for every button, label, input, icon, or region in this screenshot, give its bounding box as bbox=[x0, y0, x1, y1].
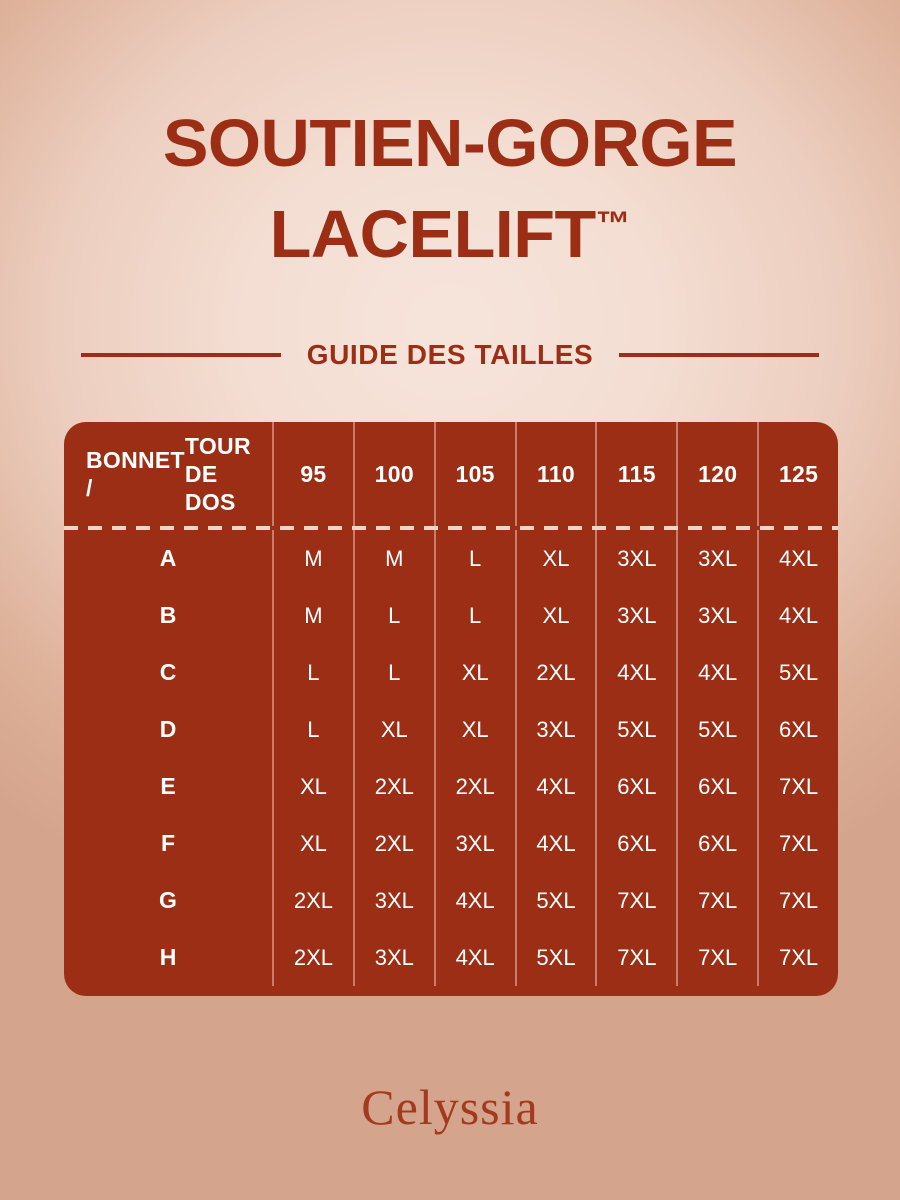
table-cell-B-105: L bbox=[434, 587, 515, 644]
trademark-symbol: ™ bbox=[595, 205, 631, 243]
table-row-label-E: E bbox=[160, 773, 176, 799]
table-cell-G-105: 4XL bbox=[434, 872, 515, 929]
table-cell-D-100: XL bbox=[353, 701, 434, 758]
table-cell-H-115: 7XL bbox=[595, 929, 676, 986]
table-header-col-95: 95 bbox=[272, 422, 353, 526]
table-cell-A-125: 4XL bbox=[757, 530, 838, 587]
table-cell-A-100: M bbox=[353, 530, 434, 587]
table-cell-H-110: 5XL bbox=[515, 929, 596, 986]
decorative-rule-left bbox=[81, 353, 281, 357]
table-cell-G-115: 7XL bbox=[595, 872, 676, 929]
brand-logo: Celyssia bbox=[361, 1079, 539, 1135]
table-header-col-120: 120 bbox=[676, 422, 757, 526]
table-header-col-115: 115 bbox=[595, 422, 676, 526]
table-cell-F-120: 6XL bbox=[676, 815, 757, 872]
table-cell-D-110: 3XL bbox=[515, 701, 596, 758]
subtitle-block bbox=[0, 339, 900, 371]
table-row-label-F: F bbox=[160, 830, 176, 856]
table-header-row bbox=[64, 422, 838, 526]
table-cell-F-105: 3XL bbox=[434, 815, 515, 872]
table-cell-H-100: 3XL bbox=[353, 929, 434, 986]
title-line-2 bbox=[0, 184, 900, 275]
table-cell-D-105: XL bbox=[434, 701, 515, 758]
table-cell-G-125: 7XL bbox=[757, 872, 838, 929]
table-cell-E-95: XL bbox=[272, 758, 353, 815]
table-cell-F-95: XL bbox=[272, 815, 353, 872]
title-product-name: LACELIFT bbox=[269, 197, 596, 272]
table-cell-A-110: XL bbox=[515, 530, 596, 587]
table-cell-E-125: 7XL bbox=[757, 758, 838, 815]
table-cell-D-120: 5XL bbox=[676, 701, 757, 758]
table-cell-B-110: XL bbox=[515, 587, 596, 644]
table-cell-C-110: 2XL bbox=[515, 644, 596, 701]
table-cell-D-115: 5XL bbox=[595, 701, 676, 758]
table-row bbox=[64, 929, 838, 986]
table-row-label-G: G bbox=[159, 887, 177, 913]
table-cell-B-100: L bbox=[353, 587, 434, 644]
table-header-col-105: 105 bbox=[434, 422, 515, 526]
table-header-col-100: 100 bbox=[353, 422, 434, 526]
table-cell-G-120: 7XL bbox=[676, 872, 757, 929]
table-cell-E-110: 4XL bbox=[515, 758, 596, 815]
table-cell-H-95: 2XL bbox=[272, 929, 353, 986]
page-title bbox=[0, 0, 900, 275]
table-cell-G-110: 5XL bbox=[515, 872, 596, 929]
table-header-row-label bbox=[64, 422, 272, 526]
table-cell-B-95: M bbox=[272, 587, 353, 644]
table-cell-H-120: 7XL bbox=[676, 929, 757, 986]
table-cell-D-95: L bbox=[272, 701, 353, 758]
table-cell-C-115: 4XL bbox=[595, 644, 676, 701]
table-cell-A-105: L bbox=[434, 530, 515, 587]
table-cell-H-105: 4XL bbox=[434, 929, 515, 986]
table-row bbox=[64, 587, 838, 644]
table-cell-C-120: 4XL bbox=[676, 644, 757, 701]
table-body bbox=[64, 530, 838, 996]
table-cell-C-95: L bbox=[272, 644, 353, 701]
table-row-label-C: C bbox=[159, 659, 177, 685]
table-cell-F-115: 6XL bbox=[595, 815, 676, 872]
table-row bbox=[64, 701, 838, 758]
table-cell-C-105: XL bbox=[434, 644, 515, 701]
table-cell-C-125: 5XL bbox=[757, 644, 838, 701]
table-cell-F-110: 4XL bbox=[515, 815, 596, 872]
table-cell-A-95: M bbox=[272, 530, 353, 587]
size-chart-table bbox=[64, 422, 838, 996]
table-cell-B-125: 4XL bbox=[757, 587, 838, 644]
table-cell-B-120: 3XL bbox=[676, 587, 757, 644]
table-row-label-H: H bbox=[159, 944, 177, 970]
subtitle-label: GUIDE DES TAILLES bbox=[306, 339, 594, 370]
table-cell-H-125: 7XL bbox=[757, 929, 838, 986]
table-row bbox=[64, 872, 838, 929]
table-cell-G-95: 2XL bbox=[272, 872, 353, 929]
table-cell-B-115: 3XL bbox=[595, 587, 676, 644]
table-cell-D-125: 6XL bbox=[757, 701, 838, 758]
table-cell-G-100: 3XL bbox=[353, 872, 434, 929]
table-row bbox=[64, 530, 838, 587]
table-row bbox=[64, 758, 838, 815]
table-header-col-110: 110 bbox=[515, 422, 596, 526]
decorative-rule-right bbox=[619, 353, 819, 357]
table-cell-A-115: 3XL bbox=[595, 530, 676, 587]
table-cell-E-120: 6XL bbox=[676, 758, 757, 815]
title-line-1: SOUTIEN-GORGE bbox=[162, 106, 738, 181]
table-header-row-label-line-2: TOUR DE DOS bbox=[184, 433, 251, 515]
table-header-row-label-line-1: BONNET / bbox=[86, 447, 185, 501]
table-cell-E-105: 2XL bbox=[434, 758, 515, 815]
table-cell-F-125: 7XL bbox=[757, 815, 838, 872]
table-row bbox=[64, 644, 838, 701]
table-cell-A-120: 3XL bbox=[676, 530, 757, 587]
table-row-label-D: D bbox=[159, 716, 177, 742]
table-cell-F-100: 2XL bbox=[353, 815, 434, 872]
table-cell-E-100: 2XL bbox=[353, 758, 434, 815]
table-row-label-A: A bbox=[159, 545, 177, 571]
table-cell-E-115: 6XL bbox=[595, 758, 676, 815]
table-row bbox=[64, 815, 838, 872]
table-header-col-125: 125 bbox=[757, 422, 838, 526]
table-row-label-B: B bbox=[159, 602, 177, 628]
table-cell-C-100: L bbox=[353, 644, 434, 701]
